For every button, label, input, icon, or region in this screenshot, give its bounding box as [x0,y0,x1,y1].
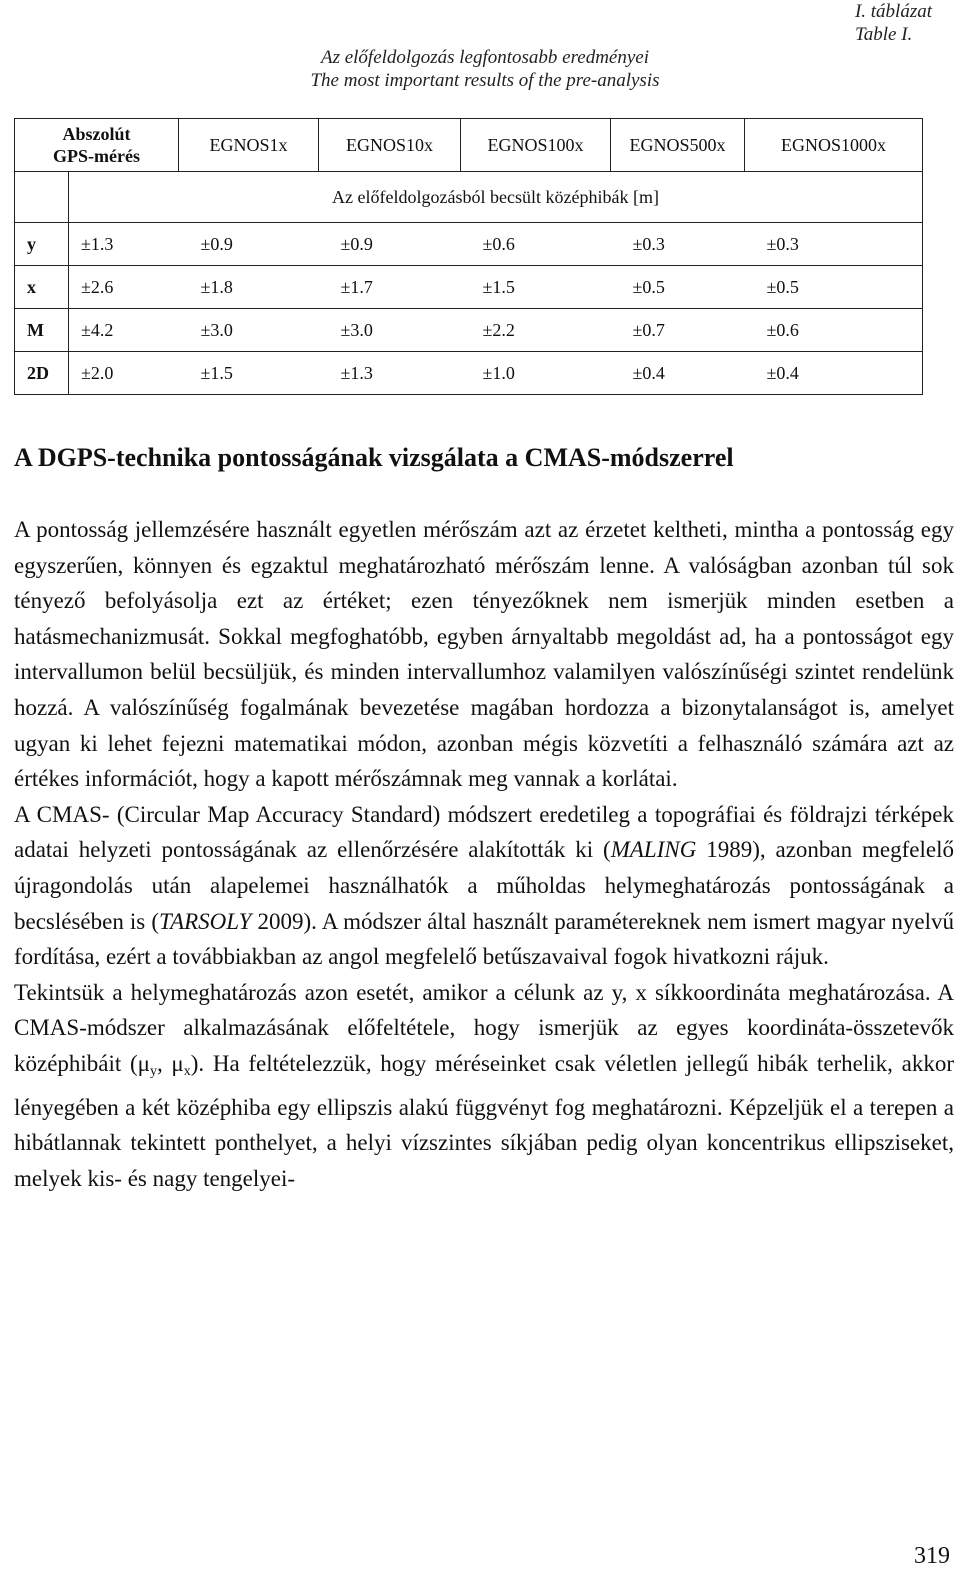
table-cell: ±0.6 [745,309,923,352]
paragraph-text: , μ [156,1050,184,1076]
body-text [14,512,954,1196]
subscript: x [183,1063,191,1079]
paragraph-text: 1989), azonban megfelelő újragondolás után alapelemei használhatók a műholdas helymeghatározás pontosságának a becslésében is ( [14,837,954,934]
table-cell: ±0.4 [611,352,745,395]
row-label: x [15,266,69,309]
table-cell: ±1.3 [319,352,461,395]
table-cell: ±1.7 [319,266,461,309]
table-row [15,352,923,395]
paragraph-text: 2009). A módszer által használt paramétereknek nem ismert magyar nyelvű fordítása, ezért a továbbiakban az angol megfelelő betűszavaival fogok hivatkozni rájuk. [14,908,954,970]
corner-header-line2: GPS-mérés [53,146,140,166]
paragraph [14,975,954,1197]
citation-author: MALING [610,837,697,863]
table-subheader-row [15,172,923,223]
table-cell: ±1.3 [69,223,179,266]
table-cell: ±3.0 [319,309,461,352]
table-label [855,0,932,46]
table-cell: ±0.6 [461,223,611,266]
paragraph-text: Tekintsük a helymeghatározás azon esetét, amikor a célunk az y, x síkkoordináta meghatározása. A CMAS-módszer alkalmazásának előfeltétele, hogy ismerjük az egyes koordináta-összetevők középhibáit (μ [14,979,954,1076]
table-cell: ±0.7 [611,309,745,352]
column-header: EGNOS500x [611,119,745,172]
column-header: EGNOS100x [461,119,611,172]
row-label: 2D [15,352,69,395]
column-header: EGNOS1x [179,119,319,172]
results-table [14,118,923,395]
corner-header [15,119,179,172]
table-cell: ±0.5 [745,266,923,309]
corner-header-line1: Abszolút [62,124,131,144]
table-cell: ±2.2 [461,309,611,352]
table-row [15,266,923,309]
table-caption [250,46,720,92]
table-cell: ±1.0 [461,352,611,395]
row-label: M [15,309,69,352]
paragraph-text: ). Ha feltételezzük, hogy méréseinket csak véletlen jellegű hibák terhelik, akkor lényegében a két középhiba egy ellipszis alakú függvényt fog meghatározni. Képzeljük el a terepen a hibátlannak tekintett ponthelyet, a helyi vízszintes síkjában pedig olyan koncentrikus ellipsziseket, melyek kis- és nagy tengelyei- [14,1050,954,1191]
table-cell: ±1.8 [179,266,319,309]
table-cell: ±0.9 [179,223,319,266]
row-label: y [15,223,69,266]
paragraph-text: A CMAS- (Circular Map Accuracy Standard) módszert eredetileg a topográfiai és földrajzi térképek adatai helyzeti pontosságának az ellenőrzésére alakították ki ( [14,801,954,863]
column-header: EGNOS1000x [745,119,923,172]
page-number: 319 [914,1543,950,1569]
column-header: EGNOS10x [319,119,461,172]
table-row [15,223,923,266]
table-header-row [15,119,923,172]
table-cell: ±1.5 [179,352,319,395]
table-subheader: Az előfeldolgozásból becsült középhibák [m] [69,172,923,223]
table-cell: ±1.5 [461,266,611,309]
paragraph [14,797,954,975]
table-caption-en: The most important results of the pre-analysis [310,70,660,91]
table-label-en: Table I. [854,24,913,45]
subscript: y [149,1063,157,1079]
table-caption-hu: Az előfeldolgozás legfontosabb eredményei [320,47,650,68]
table-row [15,309,923,352]
table-cell: ±3.0 [179,309,319,352]
table-cell: ±0.3 [745,223,923,266]
blank-cell [15,172,69,223]
table-cell: ±0.3 [611,223,745,266]
paragraph: A pontosság jellemzésére használt egyetlen mérőszám azt az érzetet keltheti, mintha a pontosság egy egyszerűen, könnyen és egzaktul meghatározható mérőszám lenne. A valóságban azonban túl sok tényező befolyásolja ezt az értéket; ezen tényezőknek nem ismerjük minden esetben a hatásmechanizmusát. Sokkal megfoghatóbb, egyben árnyaltabb megoldást ad, ha a pontosságot egy intervallumon belül becsüljük, és minden intervallumhoz valamilyen valószínűségi szintet rendelünk hozzá. A valószínűség fogalmának bevezetése magában hordozza a bizonytalanságot is, amelyet ugyan ki lehet fejezni matematikai módon, azonban mégis közvetíti a felhasználó számára azt az értékes információt, hogy a kapott mérőszámnak meg vannak a korlátai. [14,517,954,792]
table-cell: ±0.9 [319,223,461,266]
table-cell: ±0.4 [745,352,923,395]
table-cell: ±2.0 [69,352,179,395]
table-label-hu: I. táblázat [854,1,932,22]
section-heading: A DGPS-technika pontosságának vizsgálata a CMAS-módszerrel [14,443,734,472]
table-cell: ±4.2 [69,309,179,352]
citation-author: TARSOLY [158,908,252,934]
table-cell: ±2.6 [69,266,179,309]
table-cell: ±0.5 [611,266,745,309]
